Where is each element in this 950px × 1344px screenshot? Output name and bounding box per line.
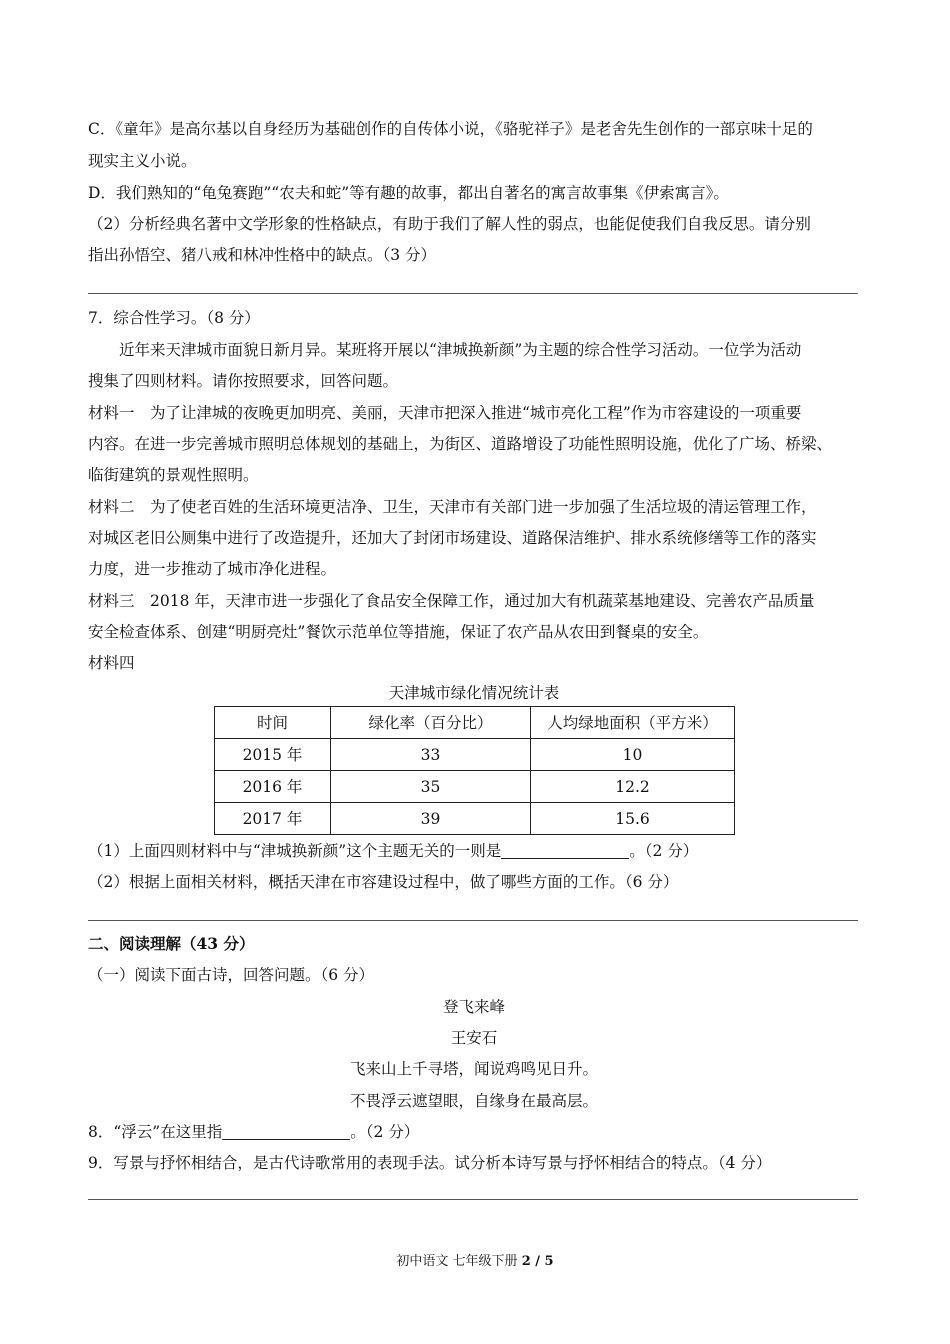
greening-stats-table (214, 706, 735, 835)
material1-line1: 材料一 为了让津城的夜晚更加明亮、美丽，天津市把深入推进“城市亮化工程”作为市容建设的一项重要 (88, 404, 802, 422)
q7-sub2: （2）根据上面相关材料，概括天津在市容建设过程中，做了哪些方面的工作。（6 分） (88, 873, 679, 891)
poem-title: 登飞来峰 (442, 998, 505, 1016)
q7-sub1-answer-blank[interactable] (501, 842, 629, 859)
material2-line3: 力度，进一步推动了城市净化进程。 (88, 560, 337, 578)
table-cell: 35 (331, 771, 531, 803)
poem-author: 王安石 (450, 1029, 498, 1047)
q8-answer-blank[interactable] (222, 1123, 350, 1140)
section2-part1: （一）阅读下面古诗，回答问题。（6 分） (88, 966, 375, 984)
footer-label: 初中语文 七年级下册 (396, 1254, 522, 1269)
table-row (215, 803, 735, 835)
q6-option-c-line1: C．《童年》是高尔基以自身经历为基础创作的自传体小说，《骆驼祥子》是老舍先生创作的一部京味十足的 (88, 120, 813, 138)
answer-line[interactable] (88, 293, 858, 294)
table-caption: 天津城市绿化情况统计表 (388, 684, 560, 702)
q7-intro-line2: 搜集了四则材料。请你按照要求，回答问题。 (88, 372, 399, 390)
q7-sub1-score: 。（2 分） (629, 842, 699, 860)
q6-option-c-line2: 现实主义小说。 (88, 152, 197, 170)
table-cell: 39 (331, 803, 531, 835)
table-cell: 10 (531, 739, 735, 771)
page-number: 2 / 5 (521, 1254, 554, 1269)
page-footer (0, 1253, 950, 1271)
q6-sub2-line1: （2）分析经典名著中文学形象的性格缺点，有助于我们了解人性的弱点，也能促使我们自我反思。请分别 (88, 215, 811, 233)
material1-line2: 内容。在进一步完善城市照明总体规划的基础上，为街区、道路增设了功能性照明设施，优化了广场、桥梁、 (88, 435, 833, 453)
material4-label: 材料四 (88, 654, 135, 672)
q8-text: 8．“浮云”在这里指 (88, 1123, 223, 1141)
material1-line3: 临街建筑的景观性照明。 (88, 466, 259, 484)
table-header-cell: 人均绿地面积（平方米） (531, 707, 735, 739)
q6-sub2-line2: 指出孙悟空、猪八戒和林冲性格中的缺点。（3 分） (88, 246, 437, 264)
section2-title: 二、阅读理解（43 分） (88, 934, 255, 953)
answer-line[interactable] (88, 920, 858, 921)
answer-line[interactable] (88, 1199, 858, 1200)
q8 (88, 1121, 419, 1143)
material2-line2: 对城区老旧公厕集中进行了改造提升，还加大了封闭市场建设、道路保洁维护、排水系统修缮等工作的落实 (88, 529, 817, 547)
poem-line1: 飞来山上千寻塔，闻说鸡鸣见日升。 (349, 1060, 598, 1078)
poem-line2: 不畏浮云遮望眼，自缘身在最高层。 (349, 1092, 598, 1110)
table-cell: 2016 年 (215, 771, 331, 803)
material3-line2: 安全检查体系、创建“明厨亮灶”餐饮示范单位等措施，保证了农产品从农田到餐桌的安全。 (88, 623, 709, 641)
table-cell: 2015 年 (215, 739, 331, 771)
q9: 9．写景与抒怀相结合，是古代诗歌常用的表现手法。试分析本诗写景与抒怀相结合的特点。（4 分） (88, 1154, 772, 1172)
table-row (215, 771, 735, 803)
table-cell: 12.2 (531, 771, 735, 803)
q7-intro-line1: 近年来天津城市面貌日新月异。某班将开展以“津城换新颜”为主题的综合性学习活动。一位学为活动 (119, 341, 802, 359)
table-header-row (215, 707, 735, 739)
table-row (215, 739, 735, 771)
material2-line1: 材料二 为了使老百姓的生活环境更洁净、卫生，天津市有关部门进一步加强了生活垃圾的清运管理工作， (88, 498, 817, 516)
q7-sub1 (88, 840, 698, 862)
q8-score: 。（2 分） (350, 1123, 420, 1141)
table-cell: 2017 年 (215, 803, 331, 835)
q6-option-d: D．我们熟知的“龟兔赛跑”“农夫和蛇”等有趣的故事，都出自著名的寓言故事集《伊索寓言》。 (88, 184, 729, 202)
q7-sub1-text: （1）上面四则材料中与“津城换新颜”这个主题无关的一则是 (88, 842, 502, 860)
table-cell: 33 (331, 739, 531, 771)
table-cell: 15.6 (531, 803, 735, 835)
q7-title: 7．综合性学习。（8 分） (88, 309, 260, 327)
material3-line1: 材料三 2018 年，天津市进一步强化了食品安全保障工作，通过加大有机蔬菜基地建设、完善农产品质量 (88, 592, 815, 610)
table-header-cell: 时间 (215, 707, 331, 739)
table-header-cell: 绿化率（百分比） (331, 707, 531, 739)
